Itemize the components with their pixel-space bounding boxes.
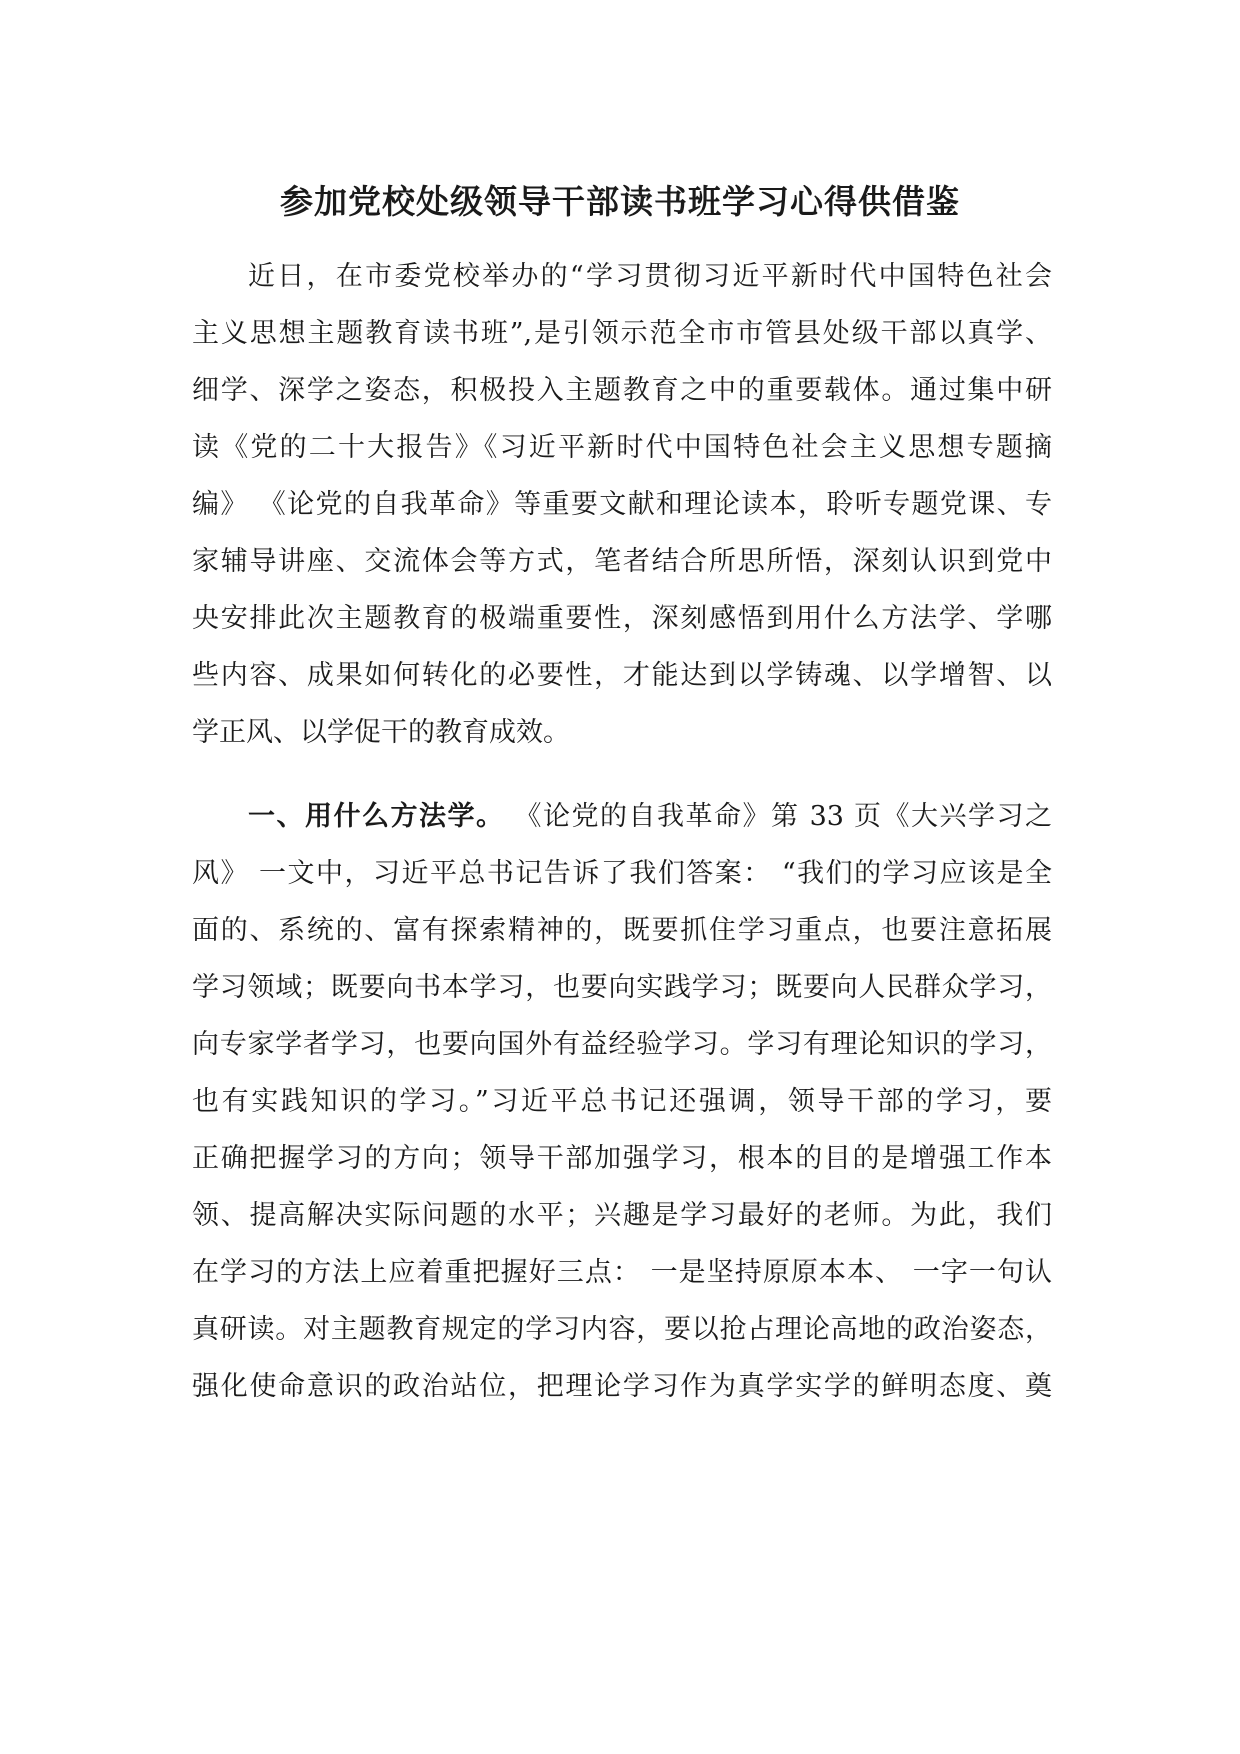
text-line: 真研读。对主题教育规定的学习内容，要以抢占理论高地的政治姿态， (192, 1314, 1052, 1345)
paragraph-section-one (192, 788, 1052, 1415)
text-line: 在学习的方法上应着重把握好三点： 一是坚持原原本本、 一字一句认 (192, 1257, 1052, 1288)
document-body (192, 248, 1052, 1415)
text-line: 学习领域；既要向书本学习，也要向实践学习；既要向人民群众学习， (192, 972, 1052, 1003)
text-line: 些内容、成果如何转化的必要性，才能达到以学铸魂、以学增智、以 (192, 660, 1052, 691)
text-line: 央安排此次主题教育的极端重要性，深刻感悟到用什么方法学、学哪 (192, 603, 1052, 634)
section-heading: 一、用什么方法学。 (248, 801, 505, 832)
text-line: 向专家学者学习，也要向国外有益经验学习。学习有理论知识的学习， (192, 1029, 1052, 1060)
text-line: 主义思想主题教育读书班”,是引领示范全市市管县处级干部以真学、 (192, 318, 1052, 349)
text-line: 学正风、以学促干的教育成效。 (192, 717, 570, 748)
section-first-line-text: 《论党的自我革命》第 33 页《大兴学习之 (504, 801, 1052, 832)
text-line: 强化使命意识的政治站位，把理论学习作为真学实学的鲜明态度、奠 (192, 1371, 1052, 1402)
text-line: 风》 一文中，习近平总书记告诉了我们答案： “我们的学习应该是全 (192, 858, 1052, 889)
text-line: 也有实践知识的学习。”习近平总书记还强调，领导干部的学习，要 (192, 1086, 1052, 1117)
text-line: 读《党的二十大报告》《习近平新时代中国特色社会主义思想专题摘 (192, 432, 1052, 463)
text-line: 正确把握学习的方向；领导干部加强学习，根本的目的是增强工作本 (192, 1143, 1052, 1174)
text-line: 面的、系统的、富有探索精神的，既要抓住学习重点，也要注意拓展 (192, 915, 1052, 946)
paragraph-intro (192, 248, 1052, 761)
text-line: 细学、深学之姿态，积极投入主题教育之中的重要载体。通过集中研 (192, 375, 1052, 406)
paragraph-spacer (192, 761, 1052, 788)
document-title: 参加党校处级领导干部读书班学习心得供借鉴 (280, 182, 960, 221)
text-line: 近日，在市委党校举办的“学习贯彻习近平新时代中国特色社会 (248, 261, 1052, 292)
section-first-line (192, 788, 1052, 845)
text-line: 家辅导讲座、交流体会等方式，笔者结合所思所悟，深刻认识到党中 (192, 546, 1052, 577)
text-line: 领、提高解决实际问题的水平；兴趣是学习最好的老师。为此，我们 (192, 1200, 1052, 1231)
text-line: 编》 《论党的自我革命》等重要文献和理论读本，聆听专题党课、专 (192, 489, 1052, 520)
